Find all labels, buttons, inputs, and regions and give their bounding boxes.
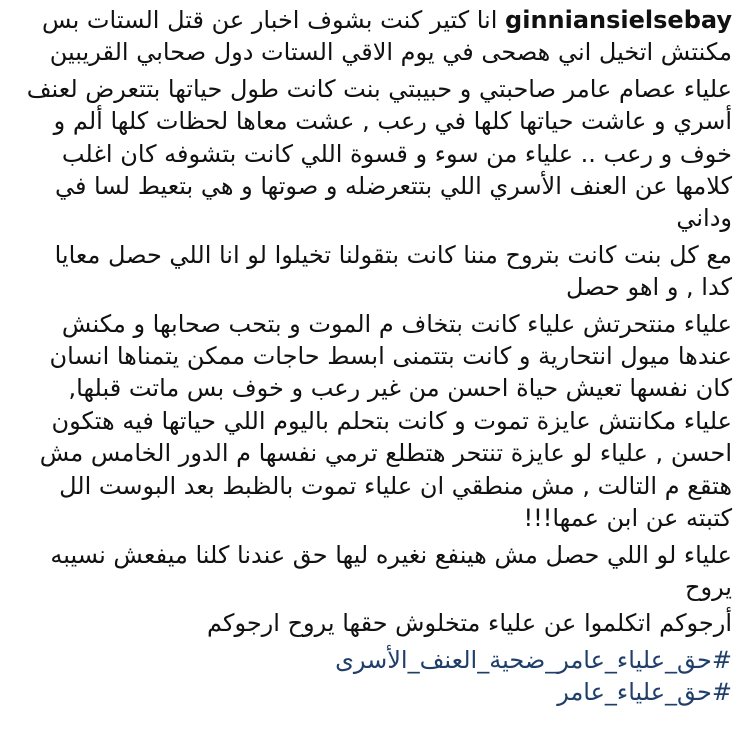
caption-paragraph: علياء منتحرتش علياء كانت بتخاف م الموت و بتحب صحابها و مكنش عندها ميول انتحارية و كانت بتتمنى ابسط حاجات ممكن يتمناها انسان كان نفسها تعيش حياة احسن من غير رعب و خوف بس ماتت قبلها, علياء مكانتش عايزة تموت و كانت بتحلم باليوم اللي حياتها فيه هتكون احسن , علياء لو عايزة تنتحر هتطلع ترمي نفسها م الدور الخامس مش هتقع م التالت , مش منطقي ان علياء تموت بالظبط بعد البوست الل كتبته عن ابن عمها!!! [39, 309, 732, 533]
caption-paragraph: مع كل بنت كانت بتروح مننا كانت بتقولنا تخيلوا لو انا اللي حصل معايا كدا , و اهو حصل [54, 240, 732, 302]
username-link[interactable]: ginniansielsebay [505, 6, 732, 34]
caption-paragraph: علياء لو اللي حصل مش هينفع نغيره ليها حق عندنا كلنا ميفعش نسيبه يروح [50, 540, 732, 601]
post-caption [18, 4, 732, 709]
hashtag-link[interactable]: #حق_علياء_عامر [557, 678, 732, 707]
hashtag-link[interactable]: #حق_علياء_عامر_ضحية_العنف_الأسرى [335, 645, 732, 674]
caption-first-line: انا كتير كنت بشوف اخبار عن قتل الستات [86, 6, 498, 34]
caption-first-paragraph [18, 4, 732, 69]
caption-paragraph: أرجوكم اتكلموا عن علياء متخلوش حقها يروح ارجوكم [207, 609, 732, 638]
caption-second-line: بس مكنتش اتخيل اني هصحى في يوم الاقي الستات دول صحابي القريبين [42, 6, 732, 67]
caption-paragraph: علياء عصام عامر صاحبتي و حبيبتي بنت كانت طول حياتها بتتعرض لعنف أسري و عاشت حياتها كلها في رعب , عشت معاها لحظات كلها ألم و خوف و رعب .. علياء من سوء و قسوة اللي كانت بتشوفه كان اغلب كلامها عن العنف الأسري اللي بتتعرضله و صوتها و هي بتعيط لسا في وداني [26, 74, 732, 233]
